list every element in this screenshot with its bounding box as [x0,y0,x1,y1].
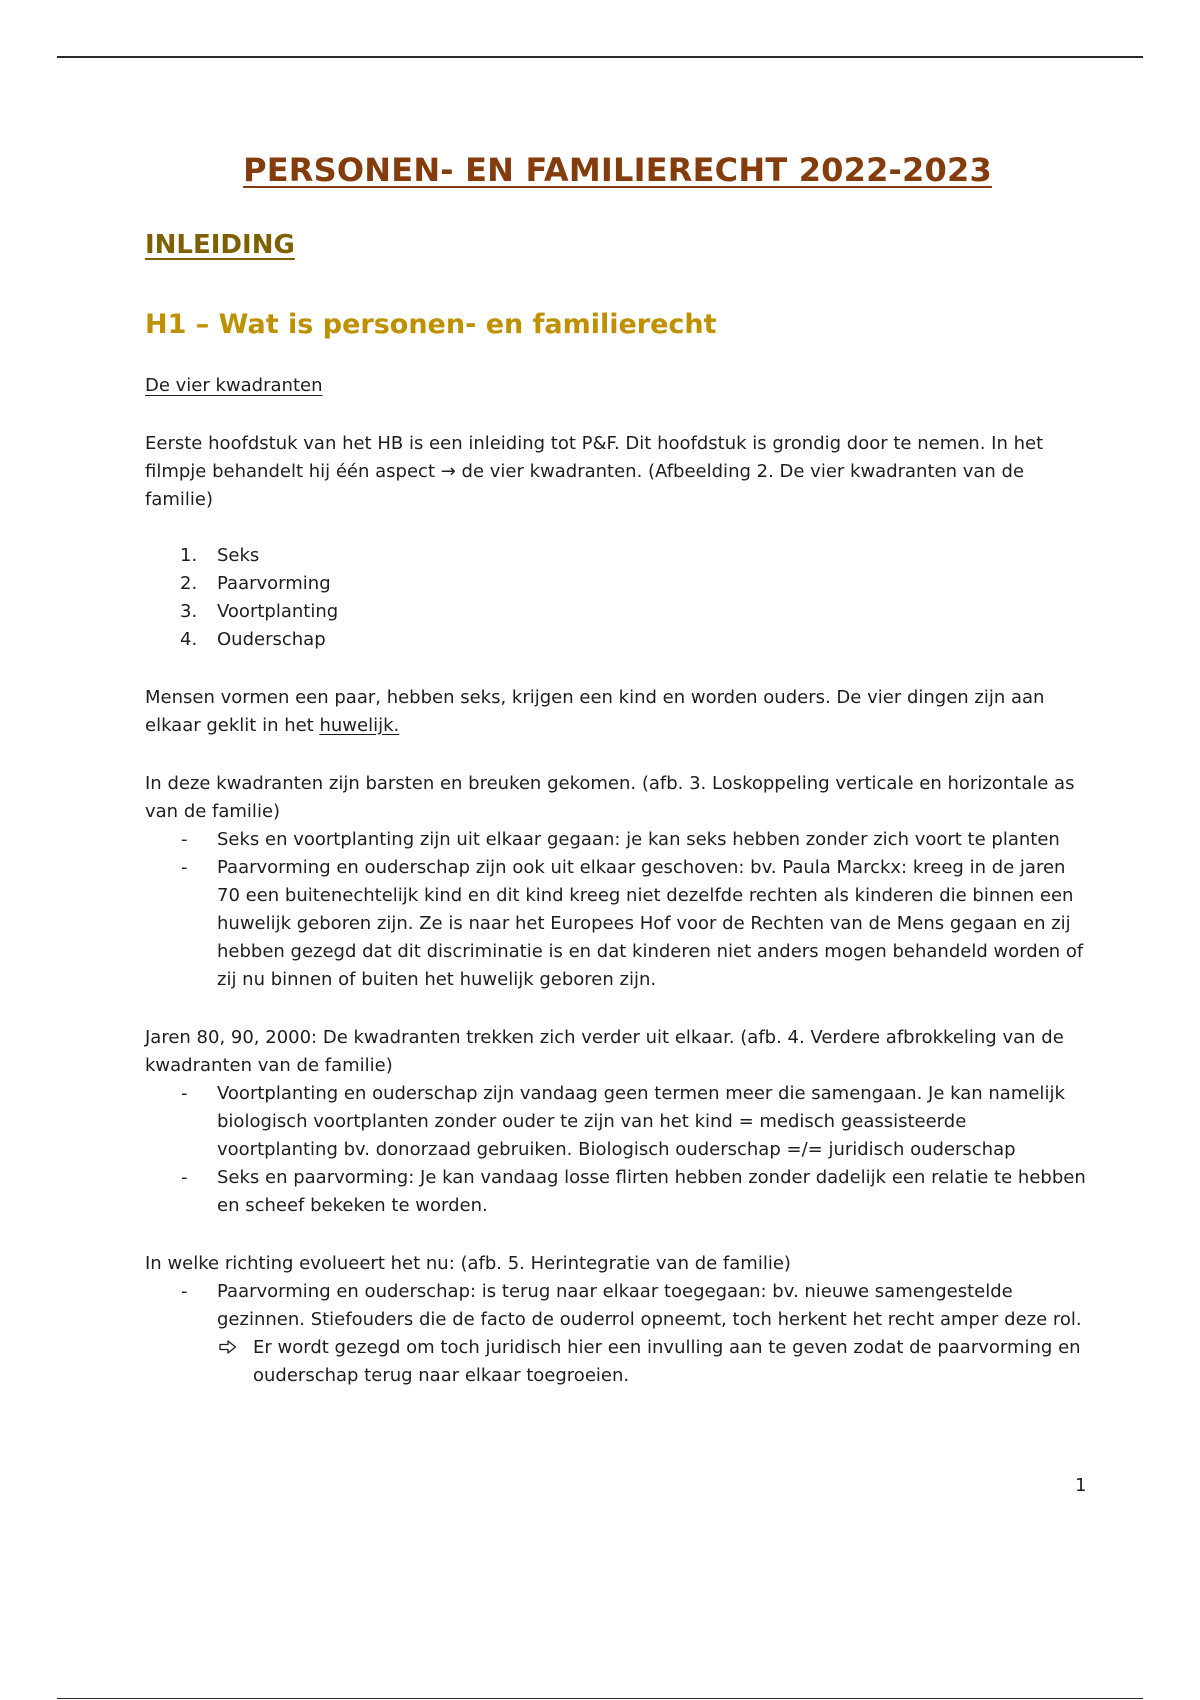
document-page [145,150,1090,1390]
intro-text-continued: de vier kwadranten. (Afbeelding 2. De vier kwadranten van de familie) [145,461,1025,510]
dash-bullet: - [181,1167,188,1188]
right-arrow-icon: → [440,461,456,482]
list-text: Paarvorming en ouderschap: is terug naar elkaar toegegaan: bv. nieuwe samengestelde gezinnen. Stiefouders die de facto de ouderrol opneemt, toch herkent het recht amper deze rol. [217,1281,1082,1330]
list-number: 2. [180,573,198,594]
list-label: Seks [217,545,260,566]
list-text: Seks en paarvorming: Je kan vandaag losse flirten hebben zonder dadelijk een relatie te hebben en scheef bekeken te worden. [217,1167,1086,1216]
dash-bullet: - [181,857,188,878]
list-number: 3. [180,601,198,622]
dash-bullet: - [181,829,188,850]
reintegration-list [145,1278,1090,1390]
footer-rule [57,1698,1143,1699]
list-item [181,826,1090,854]
underlined-term: huwelijk. [319,715,400,736]
header-rule [57,56,1143,58]
list-number: 4. [180,629,198,650]
list-item [181,1164,1090,1220]
quadrant-list [145,542,1090,654]
list-text: Seks en voortplanting zijn uit elkaar gegaan: je kan seks hebben zonder zich voort te planten [217,829,1060,850]
intro-paragraph [145,430,1090,514]
subheading: De vier kwadranten [145,375,323,396]
paragraph-text: Mensen vormen een paar, hebben seks, krijgen een kind en worden ouders. De vier dingen zijn aan elkaar geklit in het [145,687,1045,736]
page-number: 1 [1075,1475,1087,1496]
list-number: 1. [180,545,198,566]
sub-list-item [253,1334,1090,1390]
section-title: INLEIDING [145,230,295,260]
decades-list [145,1080,1090,1220]
list-item [180,570,1090,598]
sub-list-text: Er wordt gezegd om toch juridisch hier een invulling aan te geven zodat de paarvorming en ouderschap terug naar elkaar toegroeien. [253,1337,1081,1386]
list-text: Paarvorming en ouderschap zijn ook uit elkaar geschoven: bv. Paula Marckx: kreeg in de jaren 70 een buitenechtelijk kind en dit kind kreeg niet dezelfde rechten als kinderen die binnen een huwelijk geboren zijn. Ze is naar het Europees Hof voor de Rechten van de Mens gegaan en zij hebben gezegd dat dit discriminatie is en dat kinderen niet anders mogen behandeld worden of zij nu binnen of buiten het huwelijk geboren zijn. [217,857,1084,990]
cracks-list [145,826,1090,994]
outline-arrow-icon [217,1334,239,1362]
document-title: PERSONEN- EN FAMILIERECHT 2022-2023 [243,151,992,189]
chapter-title: H1 – Wat is personen- en familierecht [145,309,717,340]
intro-text: Eerste hoofdstuk van het HB is een inleiding tot P&F. Dit hoofdstuk is grondig door te nemen. In het filmpje behandelt hij één aspect [145,433,1044,482]
decades-intro: Jaren 80, 90, 2000: De kwadranten trekken zich verder uit elkaar. (afb. 4. Verdere afbrokkeling van de kwadranten van de familie) [145,1027,1064,1076]
list-item [181,1278,1090,1390]
reintegration-intro: In welke richting evolueert het nu: (afb. 5. Herintegratie van de familie) [145,1253,791,1274]
list-item [180,626,1090,654]
list-label: Voortplanting [217,601,339,622]
list-item [180,542,1090,570]
sub-list [217,1334,1090,1390]
list-item [181,854,1090,994]
list-label: Paarvorming [217,573,331,594]
list-item [180,598,1090,626]
list-text: Voortplanting en ouderschap zijn vandaag geen termen meer die samengaan. Je kan namelijk biologisch voortplanten zonder ouder te zijn van het kind = medisch geassisteerde voortplanting bv. donorzaad gebruiken. Biologisch ouderschap =/= juridisch ouderschap [217,1083,1065,1160]
dash-bullet: - [181,1281,188,1302]
cracks-intro: In deze kwadranten zijn barsten en breuken gekomen. (afb. 3. Loskoppeling verticale en horizontale as van de familie) [145,773,1075,822]
dash-bullet: - [181,1083,188,1104]
list-label: Ouderschap [217,629,326,650]
list-item [181,1080,1090,1164]
marriage-paragraph [145,684,1090,740]
